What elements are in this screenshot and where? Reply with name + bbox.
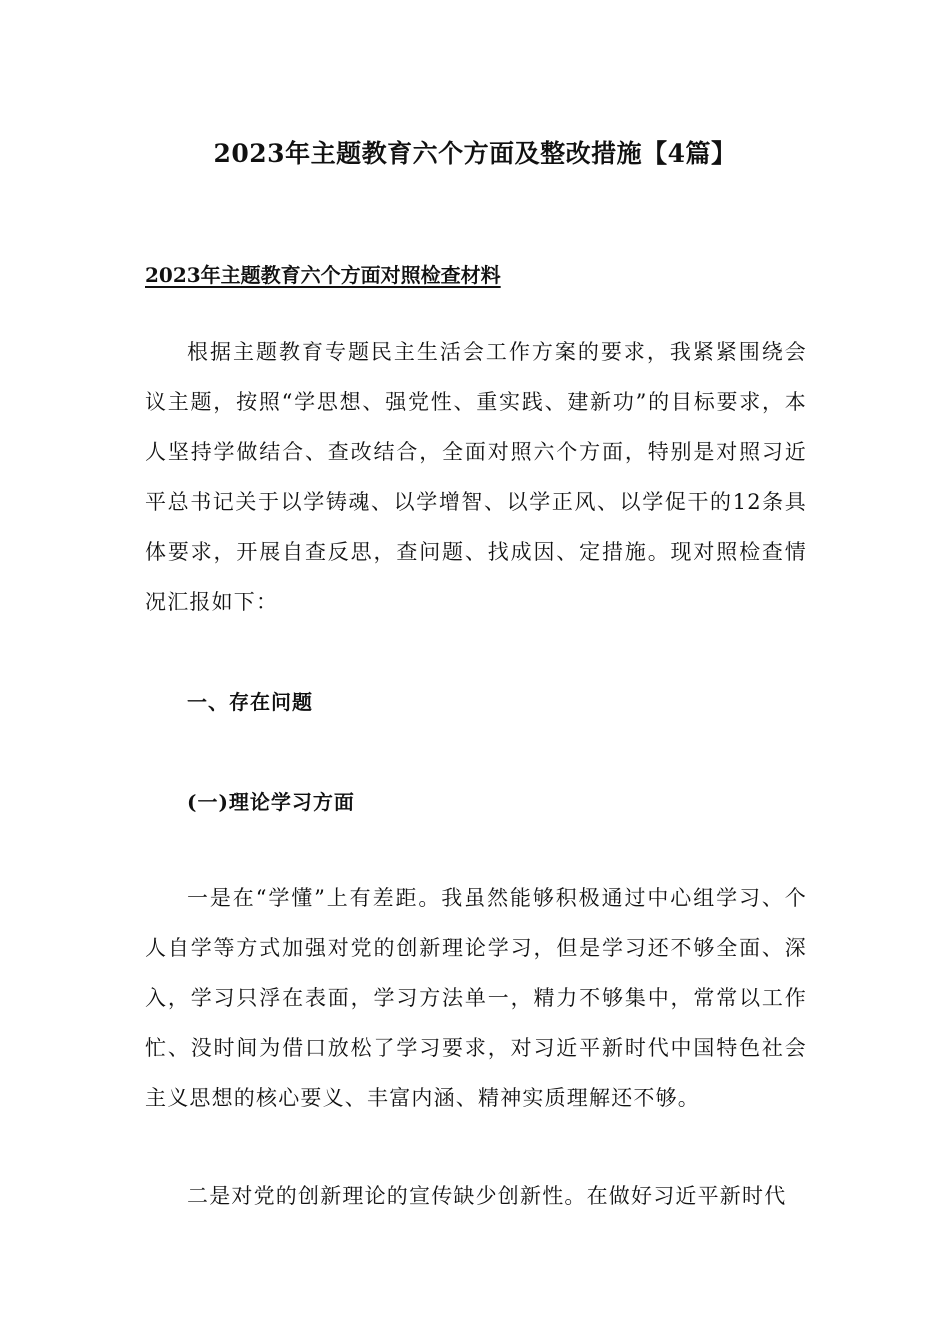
paragraph-understanding-gap: 一是在“学懂”上有差距。我虽然能够积极通过中心组学习、个人自学等方式加强对党的创新理论学习，但是学习还不够全面、深入，学习只浮在表面，学习方法单一，精力不够集中，常常以工作忙、没时间为借口放松了学习要求，对习近平新时代中国特色社会主义思想的核心要义、丰富内涵、精神实质理解还不够。 [145, 886, 807, 1110]
intro-paragraph: 根据主题教育专题民主生活会工作方案的要求，我紧紧围绕会议主题，按照“学思想、强党性、重实践、建新功”的目标要求，本人坚持学做结合、查改结合，全面对照六个方面，特别是对照习近平总书记关于以学铸魂、以学增智、以学正风、以学促干的12条具体要求，开展自查反思，查问题、找成因、定措施。现对照检查情况汇报如下： [145, 340, 807, 614]
heading-existing-problems: 一、存在问题 [187, 690, 313, 714]
heading-theory-study: (一)理论学习方面 [187, 790, 355, 814]
section-title: 2023年主题教育六个方面对照检查材料 [145, 263, 501, 287]
document-title: 2023年主题教育六个方面及整改措施【4篇】 [213, 139, 737, 168]
paragraph-innovation-gap: 二是对党的创新理论的宣传缺少创新性。在做好习近平新时代 [187, 1184, 787, 1208]
